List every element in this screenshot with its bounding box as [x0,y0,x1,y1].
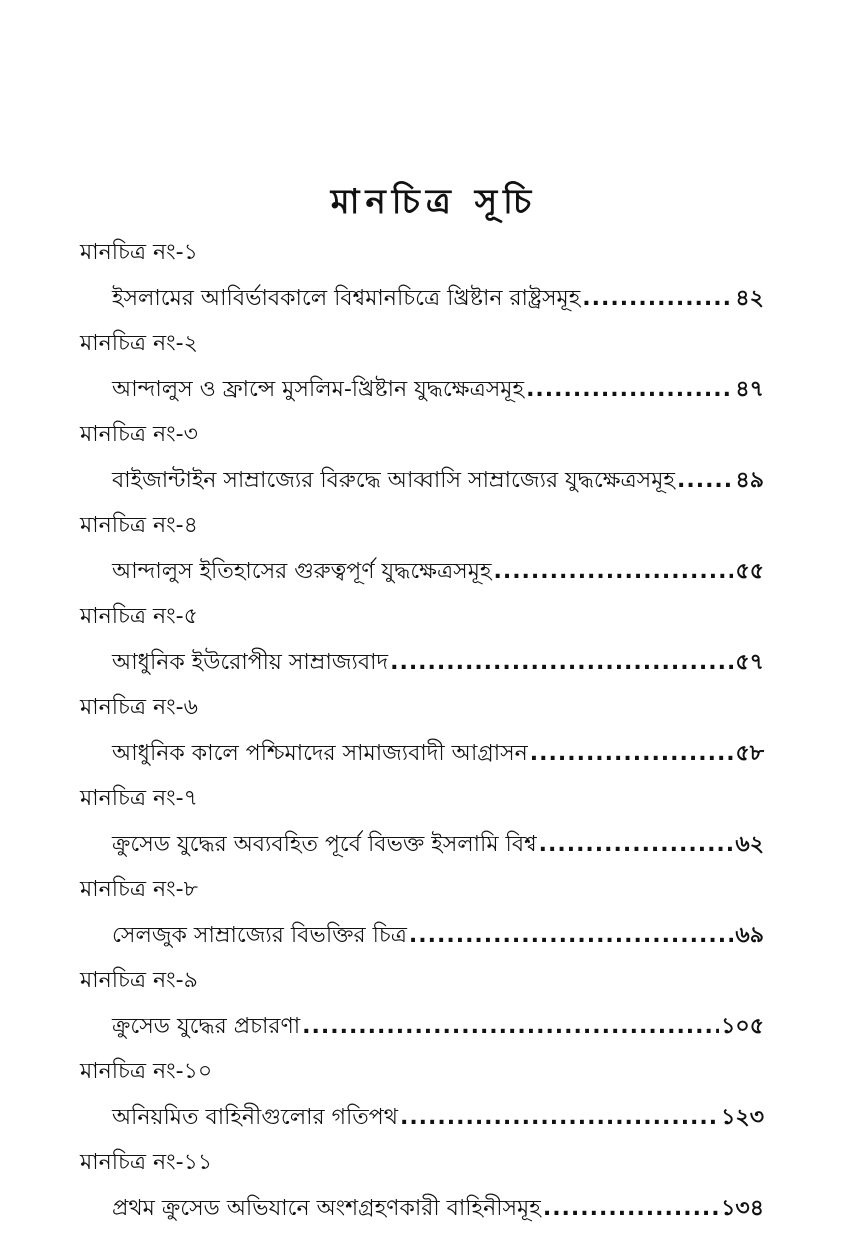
page-number: ৫৮ [735,741,764,766]
map-entry-row [112,829,764,861]
dot-leader [539,829,734,861]
dot-leader [526,374,733,406]
map-title: প্রথম ক্রুসেড অভিযানে অংশগ্রহণকারী বাহিনীসমূহ [112,1196,541,1221]
dot-leader [677,465,733,497]
map-entry-row [112,1193,764,1225]
map-title: আধুনিক কালে পশ্চিমাদের সামাজ্যবাদী আগ্রাসন [112,741,528,766]
map-entry [0,691,868,782]
page-number: ৬৯ [735,923,764,948]
map-number-label: মানচিত্র নং-২ [80,331,198,356]
map-entry-row [112,283,764,315]
map-entry [0,873,868,964]
map-title: আন্দালুস ইতিহাসের গুরুত্বপূর্ণ যুদ্ধক্ষেত্রসমূহ [112,559,492,584]
map-entry [0,418,868,509]
dot-leader [409,920,733,952]
map-entry [0,964,868,1055]
dot-leader [543,1193,719,1225]
map-index-list [0,236,868,1237]
map-number-label: মানচিত্র নং-৮ [80,877,198,902]
map-entry-row [112,738,764,770]
map-entry [0,236,868,327]
map-entry-row [112,374,764,406]
page-number: ১৩৪ [721,1196,764,1221]
dot-leader [582,283,733,315]
map-number-label: মানচিত্র নং-৫ [80,604,198,629]
map-number-label: মানচিত্র নং-১০ [80,1059,213,1084]
dot-leader [493,556,733,588]
map-title: আন্দালুস ও ফ্রান্সে মুসলিম-খ্রিষ্টান যুদ্ধক্ষেত্রসমূহ [112,377,525,402]
map-title: সেলজুক সাম্রাজ্যের বিভক্তির চিত্র [112,923,407,948]
map-number-label: মানচিত্র নং-৩ [80,422,198,447]
page-number: ৪৯ [735,468,764,493]
page-number: ৫৭ [735,650,764,675]
page-number: ৬২ [735,832,764,857]
map-title: অনিয়মিত বাহিনীগুলোর গতিপথ [112,1105,398,1130]
dot-leader [400,1102,719,1134]
map-entry [0,782,868,873]
map-number-label: মানচিত্র নং-৬ [80,695,198,720]
map-number-label: মানচিত্র নং-৯ [80,968,198,993]
map-entry-row [112,920,764,952]
map-entry-row [112,465,764,497]
map-number-label: মানচিত্র নং-১১ [80,1150,213,1175]
map-entry-row [112,1102,764,1134]
map-entry [0,600,868,691]
map-entry [0,1146,868,1237]
map-entry [0,327,868,418]
map-entry-row [112,1011,764,1043]
map-title: বাইজান্টাইন সাম্রাজ্যের বিরুদ্ধে আব্বাসি সাম্রাজ্যের যুদ্ধক্ষেত্রসমূহ [112,468,675,493]
dot-leader [530,738,734,770]
dot-leader [390,647,733,679]
dot-leader [302,1011,719,1043]
map-number-label: মানচিত্র নং-১ [80,240,198,265]
map-entry [0,509,868,600]
map-entry-row [112,556,764,588]
map-entry-row [112,647,764,679]
page-number: ৪২ [735,286,764,311]
map-title: ক্রুসেড যুদ্ধের প্রচারণা [112,1014,301,1039]
page-number: ৫৫ [735,559,764,584]
page-number: ৪৭ [735,377,764,402]
map-title: ইসলামের আবির্ভাবকালে বিশ্বমানচিত্রে খ্রিষ্টান রাষ্ট্রসমূহ [112,286,581,311]
map-title: আধুনিক ইউরোপীয় সাম্রাজ্যবাদ [112,650,389,675]
page-number: ১০৫ [721,1014,764,1039]
map-entry [0,1055,868,1146]
map-title: ক্রুসেড যুদ্ধের অব্যবহিত পূর্বে বিভক্ত ইসলামি বিশ্ব [112,832,537,857]
map-number-label: মানচিত্র নং-৭ [80,786,198,811]
page-title: মানচিত্র সূচি [330,182,538,222]
page-number: ১২৩ [721,1105,764,1130]
map-number-label: মানচিত্র নং-৪ [80,513,198,538]
